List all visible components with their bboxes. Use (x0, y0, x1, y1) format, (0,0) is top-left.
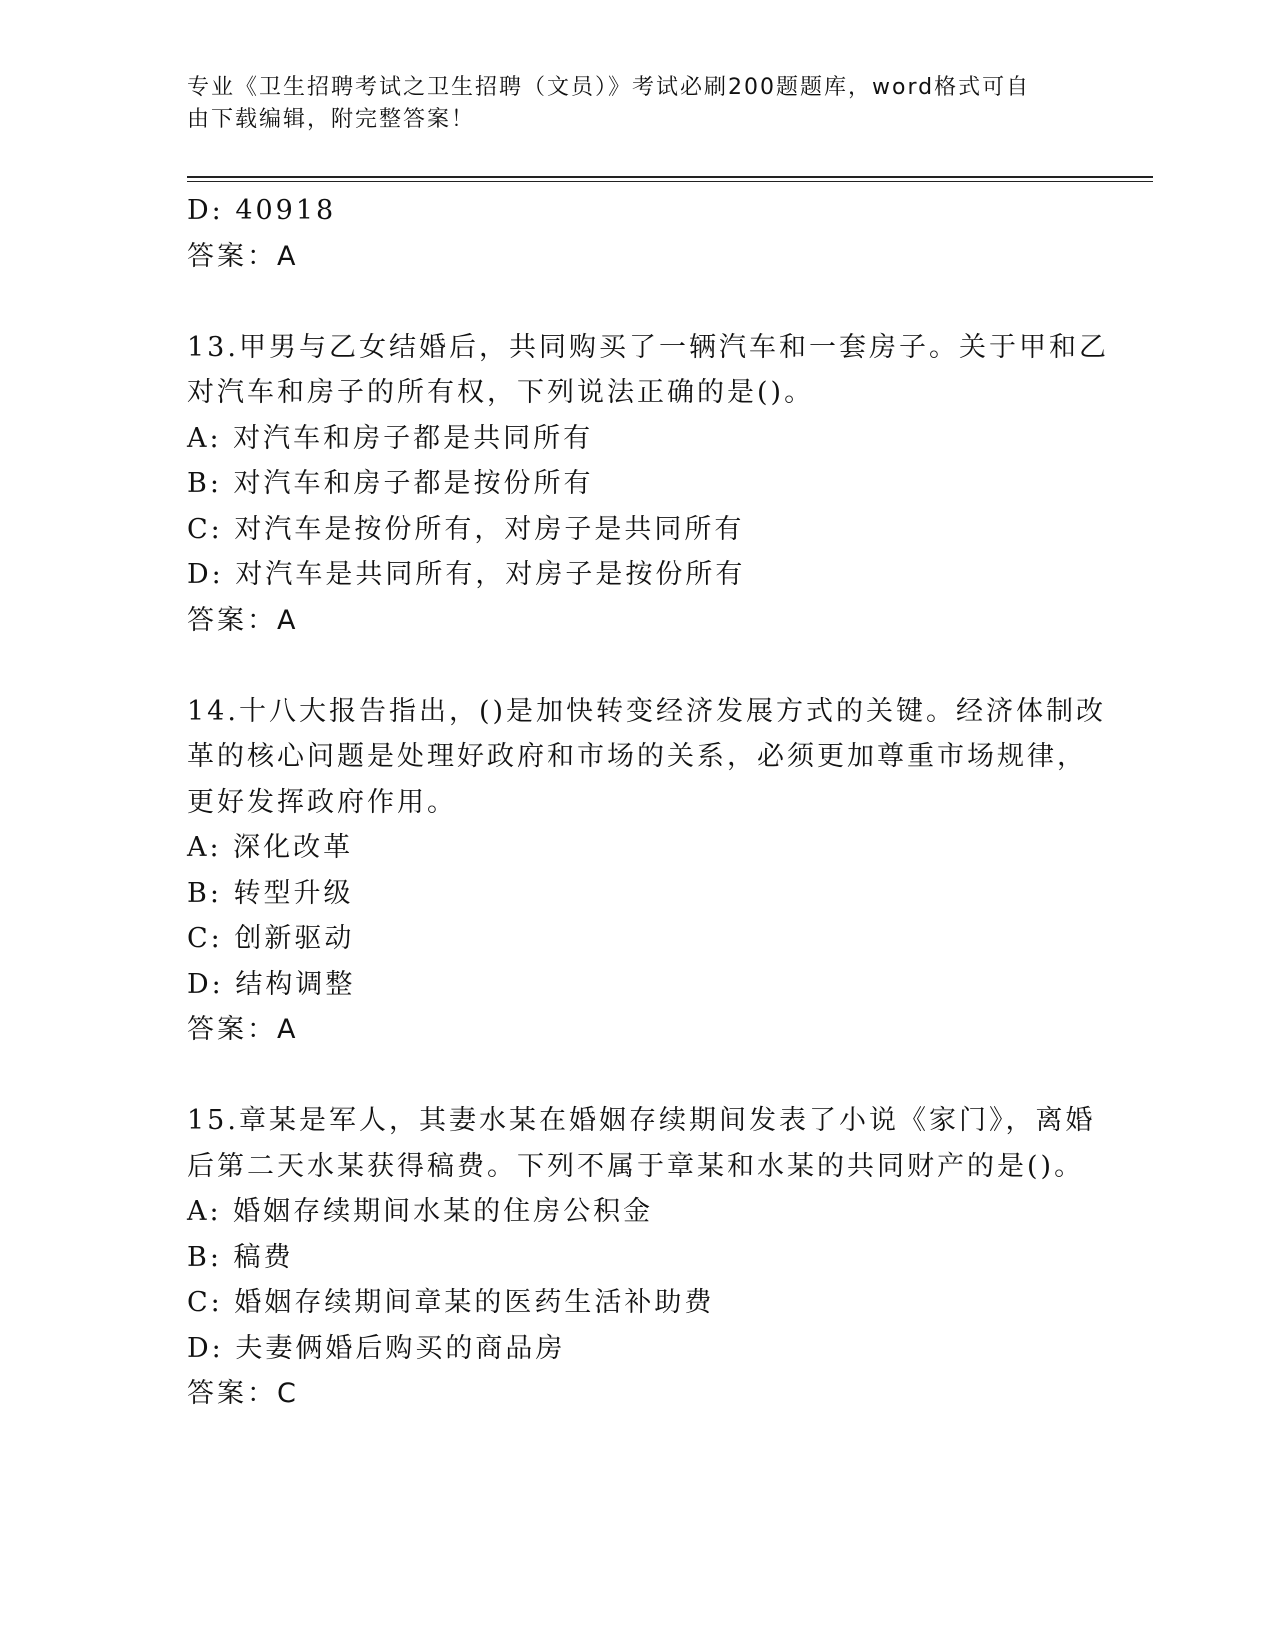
question-stem: 15.章某是军人，其妻水某在婚姻存续期间发表了小说《家门》，离婚 (187, 1105, 1096, 1136)
option-d: D: 40918 (187, 195, 337, 226)
option-c: C: 创新驱动 (187, 923, 355, 954)
question-12-tail (187, 188, 1087, 279)
option-d: D: 对汽车是共同所有，对房子是按份所有 (187, 559, 746, 590)
option-c: C: 对汽车是按份所有，对房子是共同所有 (187, 513, 745, 545)
header-rule-thin (187, 181, 1153, 182)
option-b: B: 对汽车和房子都是按份所有 (187, 468, 594, 499)
option-d: D: 夫妻俩婚后购买的商品房 (187, 1332, 566, 1364)
question-stem: 后第二天水某获得稿费。下列不属于章某和水某的共同财产的是()。 (187, 1150, 1085, 1182)
option-b: B: 稿费 (187, 1241, 294, 1273)
header-rule-thick (187, 176, 1153, 178)
question-14 (187, 689, 1107, 1053)
option-a: A: 婚姻存续期间水某的住房公积金 (187, 1196, 654, 1227)
question-15 (187, 1098, 1096, 1417)
option-a: A: 深化改革 (187, 832, 354, 863)
answer: 答案：C (187, 1378, 299, 1409)
question-stem: 14.十八大报告指出，()是加快转变经济发展方式的关键。经济体制改 (187, 695, 1107, 727)
question-stem: 对汽车和房子的所有权，下列说法正确的是()。 (187, 377, 815, 408)
answer: 答案：A (187, 1014, 299, 1045)
question-stem: 更好发挥政府作用。 (187, 786, 457, 818)
option-a: A: 对汽车和房子都是共同所有 (187, 422, 594, 454)
option-c: C: 婚姻存续期间章某的医药生活补助费 (187, 1287, 715, 1318)
option-d: D: 结构调整 (187, 968, 356, 1000)
answer: 答案：A (187, 604, 299, 636)
question-list (187, 188, 1109, 1417)
question-stem: 革的核心问题是处理好政府和市场的关系，必须更加尊重市场规律， (187, 741, 1087, 772)
header-line-2: 由下载编辑，附完整答案！ (187, 107, 476, 132)
header-line-1: 专业《卫生招聘考试之卫生招聘（文员）》考试必刷200题题库，word格式可自 (187, 75, 1031, 100)
answer: 答案：A (187, 240, 299, 272)
page-header (187, 72, 1067, 136)
question-stem: 13.甲男与乙女结婚后，共同购买了一辆汽车和一套房子。关于甲和乙 (187, 331, 1109, 363)
question-13 (187, 325, 1109, 644)
option-b: B: 转型升级 (187, 877, 354, 909)
